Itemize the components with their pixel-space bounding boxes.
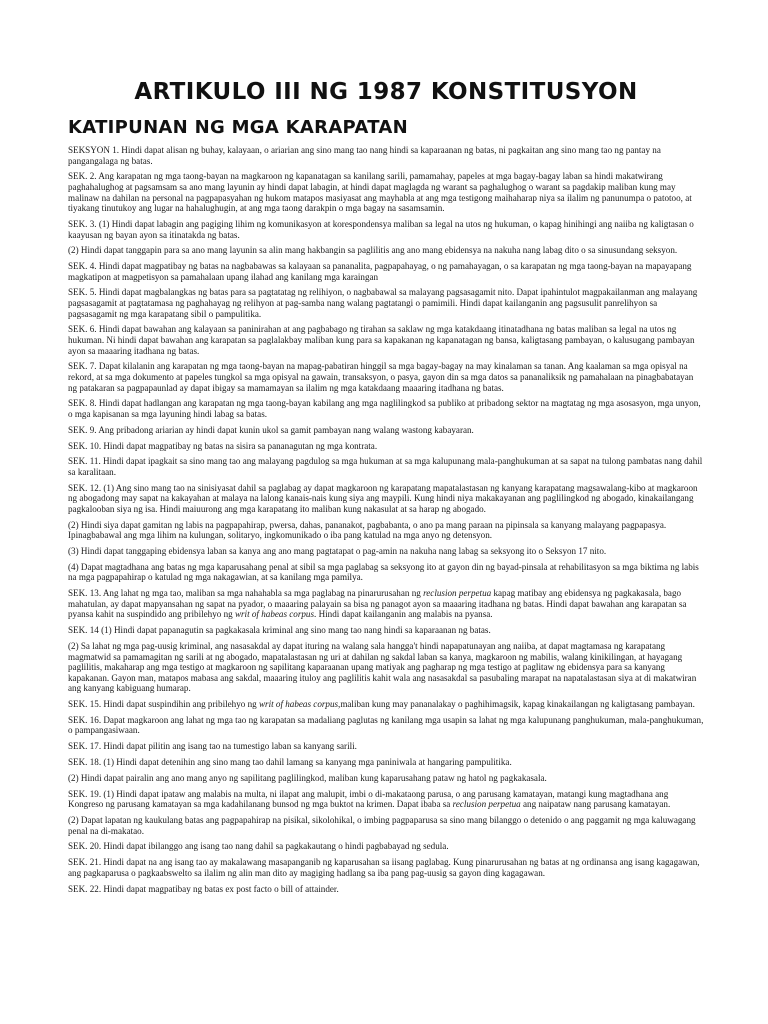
section-paragraph [68, 483, 704, 515]
section-text: SEK. 14 (1) Hindi dapat papanagutin sa pagkakasala kriminal ang sino mang tao nang hindi sa kaparaanan ng batas. [68, 625, 491, 636]
section-paragraph [68, 625, 704, 636]
section-paragraph [68, 562, 704, 583]
section-text: SEK. 2. Ang karapatan ng mga taong-bayan na magkaroon ng kapanatagan sa kanilang sarili, pamamahay, papeles at mga bagay-bagay laban sa hindi makatwirang paghahalughog at pagsamsam sa ano mang layunin ay hindi dapat labagin, at hindi dapat maglagda ng warant sa paghalughog o warant sa pagdakip maliban kung may malinaw na dahilan na personal na pagpapasyahan ng hukom matapos masiyasat ang mayhabla at ang mga testigong maihaharap niya sa ilalim ng panunumpa o patotoo, at tiyakang tinutukoy ang lugar na hahalughugin, at ang mga taong darakpin o mga bagay na sasamsamin. [68, 171, 692, 214]
section-paragraph [68, 884, 704, 895]
section-text: (2) Sa lahat ng mga pag-uusig kriminal, ang nasasakdal ay dapat ituring na walang sala hangga't hindi napapatunayan ang naiiba, at dapat magtamasa ng karapatang magmatwid sa pamamagitan ng sarili at ng abogado, mapatalastasan ng uri at dahilan ng sakdal laban sa kanya, magkaroon ng mabilis, walang kinikilingan, at hayagang paglilitis, makaharap ang mga testigo at magkaroon ng sapilitang kaparaanan upang matiyak ang pagharap ng mga testigo at paglitaw ng ebidensya para sa kanyang kapakanan. Gayon man, matapos mabasa ang sakdal, maaaring ituloy ang paglilitis kahit wala ang nasasakdal sa pasubaling marapat na napatalastasan siya at di makatwiran ang kanyang kabiguang humarap. [68, 640, 697, 694]
section-paragraph [68, 588, 704, 620]
section-text: SEK. 22. Hindi dapat magpatibay ng batas ex post facto o bill of attainder. [68, 883, 339, 894]
section-text: . Hindi dapat kailanganin ang malabis na pyansa. [314, 609, 493, 620]
section-text: SEK. 20. Hindi dapat ibilanggo ang isang tao nang dahil sa pagkakautang o hindi pagbabayad ng sedula. [68, 841, 449, 852]
section-text: ,maliban kung may pananalakay o paghihimagsik, kapag kinakailangan ng kaligtasang pambayan. [338, 699, 695, 710]
section-paragraph [68, 398, 704, 419]
document-title: ARTIKULO III NG 1987 KONSTITUSYON [134, 79, 638, 105]
section-text: SEK. 15. Hindi dapat suspindihin ang pribilehyo ng [68, 699, 259, 710]
section-text: (2) Hindi dapat pairalin ang ano mang anyo ng sapilitang paglilingkod, maliban kung kaparusahang pataw ng hatol ng pagkakasala. [68, 772, 547, 783]
section-paragraph [68, 815, 704, 836]
section-text: SEK. 7. Dapat kilalanin ang karapatan ng mga taong-bayan na mapag-pabatiran hinggil sa mga bagay-bagay na may kinalaman sa tanan. Ang kaalaman sa mga opisyal na rekord, at sa mga dokumento at papeles tungkol sa mga opisyal na gawain, transaksyon, o pasya, gayon din sa mga datos sa pananaliksik ng pamahalaan na pinagbabatayan ng patakaran sa pagpapaunlad ay dapat ibigay sa mamamayan sa ilalim ng mga katakdaang maaaring itadhana ng batas. [68, 361, 694, 393]
section-text: SEK. 8. Hindi dapat hadlangan ang karapatan ng mga taong-bayan kabilang ang mga naglilingkod sa publiko at pribadong sektor na magtatag ng mga asosasyon, mga unyon, o mga kapisanan sa mga layuning hindi labag sa batas. [68, 398, 701, 419]
section-paragraph [68, 441, 704, 452]
section-text: SEK. 6. Hindi dapat bawahan ang kalayaan sa paninirahan at ang pagbabago ng tirahan sa saklaw ng mga katakdaang itinatadhana ng batas maliban sa legal na utos ng hukuman. Ni hindi dapat bawahan ang karapatan sa paglalakbay maliban kung para sa kapakanan ng kapanatagan ng bansa, kaligtasang pambayan, o kalusugang pambayan ayon sa maaaring itadhana ng batas. [68, 324, 695, 356]
section-paragraph [68, 546, 704, 557]
section-text: (2) Hindi siya dapat gamitan ng labis na pagpapahirap, pwersa, dahas, pananakot, pagbabanta, o ano pa mang paraan na pipinsala sa kanyang malayang pagpapasya. Ipinagbabawal ang mga lihim na kulungan, solitaryo, ingkomunikado o iba pang katulad na mga anyo ng detensyon. [68, 519, 667, 541]
section-text: (2) Dapat lapatan ng kaukulang batas ang pagpapahirap na pisikal, sikolohikal, o imbing pagpaparusa sa sino mang bilanggo o detenido o ang paggamit ng mga kaluwagang penal na di-makatao. [68, 814, 696, 836]
section-text: ang naipataw nang parusang kamatayan. [520, 799, 671, 810]
section-paragraph [68, 287, 704, 319]
italic-term: writ of habeas corpus [258, 699, 339, 710]
section-text: SEK. 13. Ang lahat ng mga tao, maliban sa mga nahahabla sa mga paglabag na pinarurusahan ng [68, 588, 424, 599]
italic-term: writ of habeas corpus [234, 609, 315, 620]
section-paragraph [68, 261, 704, 282]
section-text: SEK. 18. (1) Hindi dapat detenihin ang sino mang tao dahil lamang sa kanyang mga paniniwala at hangaring pampulitika. [68, 757, 512, 768]
section-text: SEK. 9. Ang pribadong ariarian ay hindi dapat kunin ukol sa gamit pambayan nang walang wastong kabayaran. [68, 424, 474, 435]
section-paragraph [68, 520, 704, 541]
section-paragraph [68, 145, 704, 166]
section-paragraph [68, 361, 704, 393]
section-text: SEK. 5. Hindi dapat magbalangkas ng batas para sa pagtatatag ng relihiyon, o nagbabawal sa malayang pagsasagamit nito. Dapat ipahintulot magpakailanman ang malayang pagsasagamit at pagtatamasa ng paghahayag ng relihyon at pag-samba nang walang pagtatangi o pamimili. Hindi dapat kailanganin ang pagsusulit panrelihyon sa pagsasagamit ng mga karapatang sibil o pampulitika. [68, 287, 698, 319]
section-text: SEK. 4. Hindi dapat magpatibay ng batas na nagbabawas sa kalayaan sa pananalita, pagpapahayag, o ng pamahayagan, o sa karapatan ng mga taong-bayan na mapayapang magkatipon at magpetisyon sa pamahalaan upang ilahad ang kanilang mga karaingan [68, 261, 692, 282]
section-text: SEK. 10. Hindi dapat magpatibay ng batas na sisira sa pananagutan ng mga kontrata. [68, 440, 378, 451]
italic-term: reclusion perpetua [452, 799, 521, 810]
section-paragraph [68, 757, 704, 768]
section-paragraph [68, 741, 704, 752]
section-text: SEK. 16. Dapat magkaroon ang lahat ng mga tao ng karapatan sa madaliang paglutas ng kanilang mga usapin sa lahat ng mga kalupunang panghukuman, mala-panghukuman, o pampangasiwaan. [68, 714, 704, 736]
section-paragraph [68, 219, 704, 240]
section-paragraph [68, 841, 704, 852]
section-text: (3) Hindi dapat tanggaping ebidensya laban sa kanya ang ano mang pagtatapat o pag-amin na nakuha nang labag sa seksyong ito o Seksyon 17 nito. [68, 546, 607, 557]
italic-term: reclusion perpetua [423, 588, 492, 599]
section-paragraph [68, 857, 704, 878]
section-text: SEK. 17. Hindi dapat pilitin ang isang tao na tumestigo laban sa kanyang sarili. [68, 741, 357, 752]
document-subtitle: KATIPUNAN NG MGA KARAPATAN [68, 117, 408, 138]
section-paragraph [68, 171, 704, 213]
section-text: SEK. 19. (1) Hindi dapat ipataw ang malabis na multa, ni ilapat ang malupit, imbi o di-makataong parusa, o ang parusang kamatayan, matangi kung magtadhana ang Kongreso ng parusang kamatayan sa mga kadahilanang bunsod ng mga buktot na krimen. Dapat ibaba sa [68, 788, 669, 810]
section-text: SEK. 12. (1) Ang sino mang tao na sinisiyasat dahil sa paglabag ay dapat magkaroon ng karapatang mapatalastasan ng kanyang karapatang magsawalang-kibo at magkaroon ng abogadong may sapat na kakayahan at malaya na lalong kanais-nais kung siya ang maypili. Kung hindi niya makakayanan ang paglilingkod ng abogado, kinakailangang pagkalooban siya ng isa. Hindi maiuurong ang mga karapatang ito maliban kung nakasulat at sa harap ng abogado. [68, 482, 698, 514]
section-text: (4) Dapat magtadhana ang batas ng mga kaparusahang penal at sibil sa mga paglabag sa seksyong ito at gayon din ng bayad-pinsala at rehabilitasyon sa mga biktima ng labis na mga pagpapahirap o katulad ng mga nakagawian, at sa kanilang mga pamilya. [68, 561, 699, 583]
section-text: (2) Hindi dapat tanggapin para sa ano mang layunin sa alin mang hakbangin sa paglilitis ang ano mang ebidensya na nakuha nang labag dito o sa sinusundang seksyon. [68, 245, 678, 256]
section-text: SEK. 11. Hindi dapat ipagkait sa sino mang tao ang malayang pagdulog sa mga hukuman at sa mga kalupunang mala-panghukuman at sa sapat na tulong pambatas nang dahil sa karalitaan. [68, 456, 703, 477]
section-paragraph [68, 789, 704, 810]
section-text: SEKSYON 1. Hindi dapat alisan ng buhay, kalayaan, o ariarian ang sino mang tao nang hindi sa kaparaanan ng batas, ni pagkaitan ang sino mang tao ng pantay na pangangalaga ng batas. [68, 145, 661, 166]
section-paragraph [68, 715, 704, 736]
section-paragraph [68, 324, 704, 356]
section-paragraph [68, 641, 704, 694]
section-paragraph [68, 245, 704, 256]
section-text: SEK. 21. Hindi dapat na ang isang tao ay makalawang masapanganib ng kaparusahan sa iisang paglabag. Kung pinarurusahan ng batas at ng ordinansa ang isang kagagawan, ang pagkaparusa o pagkaabswelto sa ilalim ng alin man dito ay magiging hadlang sa iba pang pag-uusig sa gayon ding kagagawan. [68, 857, 700, 878]
section-paragraph [68, 456, 704, 477]
section-text: SEK. 3. (1) Hindi dapat labagin ang pagiging lihim ng komunikasyon at korespondensya maliban sa legal na utos ng hukuman, o kapag hinihingi ang naiiba ng kaligtasan o kaayusan ng bayan ayon sa itinatakda ng batas. [68, 218, 694, 240]
sections-list [68, 145, 704, 894]
section-paragraph [68, 699, 704, 710]
section-text: kapag matibay ang ebidensya ng pagkakasala, bago mahatulan, ay dapat mapyansahan ng sapat na pyador, o maaaring palayain sa bisa ng panagot ayon sa maaaring itadhana ng batas. Hindi dapat bawahan ang karapatan sa pyansa kahit na suspindido ang pribilehyo ng [68, 588, 687, 620]
section-paragraph [68, 425, 704, 436]
section-paragraph [68, 773, 704, 784]
